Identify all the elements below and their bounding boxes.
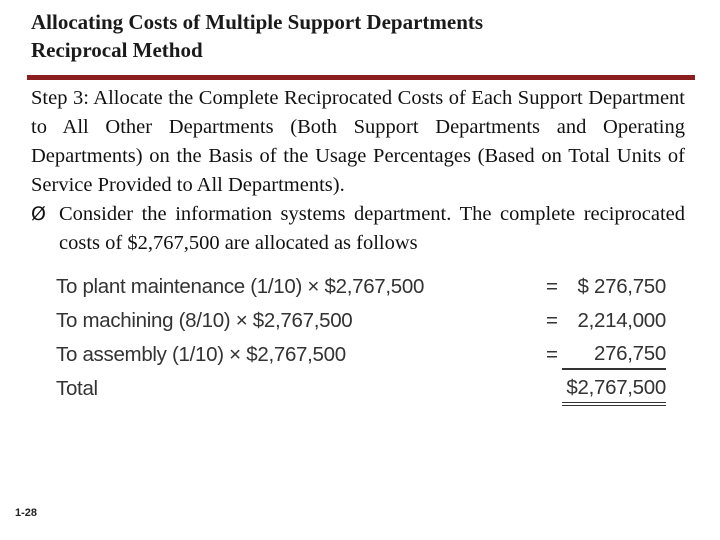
- step-paragraph: Step 3: Allocate the Complete Reciprocated Costs of Each Support Department to All Other Departments (Both Support Departments and Operating Departments) on the Basis of the Usage Percentages (Based on Total Units of Service Provided to All Departments).: [31, 87, 685, 196]
- title-line-1: Allocating Costs of Multiple Support Departments: [31, 10, 484, 34]
- equals-sign: =: [546, 343, 558, 366]
- allocation-row-plant-maintenance: [56, 270, 676, 304]
- allocation-label: To machining (8/10) × $2,767,500: [56, 309, 353, 332]
- allocation-label: To assembly (1/10) × $2,767,500: [56, 343, 346, 366]
- bullet-text: Consider the information systems department. The complete reciprocated costs of $2,767,500 are allocated as follows: [59, 203, 685, 254]
- allocation-row-assembly: [56, 338, 676, 372]
- allocation-label: To plant maintenance (1/10) × $2,767,500: [56, 275, 425, 298]
- total-value: $2,767,500: [562, 374, 666, 406]
- allocation-total-row: [56, 372, 676, 406]
- allocation-value: 2,214,000: [577, 309, 666, 332]
- equals-sign: =: [546, 275, 558, 298]
- arrow-bullet-icon: Ø: [31, 203, 46, 225]
- slide-number: 1-28: [15, 507, 38, 519]
- equals-sign: =: [546, 309, 558, 332]
- title-divider: [27, 75, 695, 80]
- total-label: Total: [56, 377, 98, 400]
- title-line-2: Reciprocal Method: [31, 38, 203, 62]
- allocation-value: 276,750: [562, 340, 666, 370]
- allocation-row-machining: [56, 304, 676, 338]
- allocation-value: $ 276,750: [577, 275, 666, 298]
- allocation-table: [56, 270, 676, 406]
- slide-title: [31, 8, 483, 64]
- bullet-item: [31, 200, 685, 258]
